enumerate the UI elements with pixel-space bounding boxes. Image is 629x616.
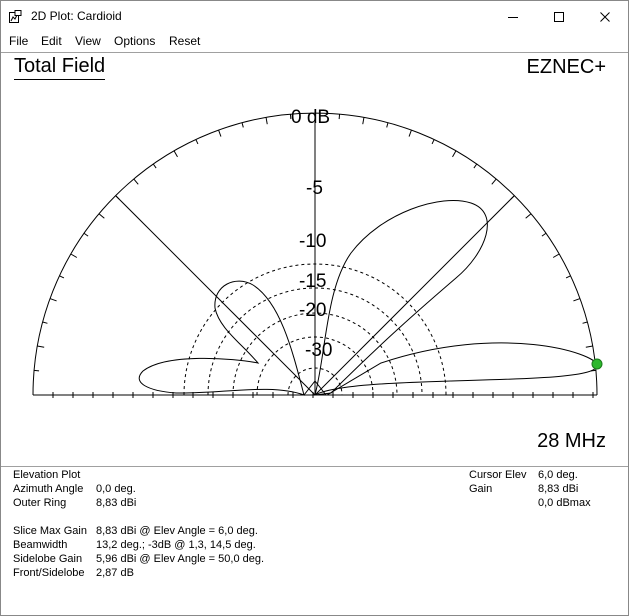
info-panel: [1, 467, 628, 615]
degree-tick: [387, 123, 388, 128]
degree-tick: [363, 117, 364, 124]
maximize-button[interactable]: [536, 1, 582, 32]
pattern-upper-lobe: [315, 200, 487, 395]
degree-tick: [409, 130, 411, 137]
plot-area[interactable]: [1, 52, 628, 467]
degree-tick: [59, 276, 64, 278]
info-value-cursor-elev: 6,0 deg.: [538, 469, 578, 481]
info-label-azimuth: Azimuth Angle: [13, 483, 84, 495]
info-label-sidelobe-gain: Sidelobe Gain: [13, 553, 83, 565]
info-value-outer-ring: 8,83 dBi: [96, 497, 137, 509]
degree-tick: [43, 322, 48, 323]
pattern-left-lobe: [139, 281, 304, 395]
polar-plot: [1, 53, 628, 466]
degree-tick: [153, 164, 156, 168]
ring-labels: [291, 107, 332, 361]
menu-reset[interactable]: Reset: [169, 34, 201, 48]
brand-label: EZNEC+: [526, 56, 606, 78]
info-value-azimuth: 0,0 deg.: [96, 483, 136, 495]
ring-label-minus-20: -20: [299, 300, 327, 321]
spoke-45-right: [315, 196, 514, 395]
degree-tick: [586, 346, 593, 347]
window-title: 2D Plot: Cardioid: [31, 9, 122, 23]
menu-options[interactable]: Options: [114, 34, 156, 48]
info-label-beamwidth: Beamwidth: [13, 539, 68, 551]
degree-tick: [526, 214, 531, 218]
degree-tick: [266, 117, 267, 124]
degree-tick: [134, 179, 138, 184]
degree-tick: [511, 196, 515, 200]
degree-tick: [116, 196, 120, 200]
cursor-marker[interactable]: [592, 359, 602, 369]
menu-view[interactable]: View: [75, 34, 101, 48]
degree-tick: [71, 254, 77, 258]
ring-label-minus-10: -10: [299, 231, 327, 252]
info-label-slice-max-gain: Slice Max Gain: [13, 525, 87, 537]
degree-tick: [474, 164, 477, 168]
info-label-elevation-plot: Elevation Plot: [13, 469, 81, 481]
info-label-cursor-elev: Cursor Elev: [469, 469, 527, 481]
menu-bar: [1, 32, 628, 52]
minimize-button[interactable]: [490, 1, 536, 32]
degree-tick: [453, 151, 457, 157]
close-icon: [599, 11, 611, 23]
degree-tick: [84, 233, 88, 236]
info-label-outer-ring: Outer Ring: [13, 497, 67, 509]
degree-tick: [50, 299, 57, 301]
app-icon: [9, 10, 22, 23]
info-value-front-sidelobe: 2,87 dB: [96, 567, 134, 579]
degree-tick: [583, 322, 588, 323]
degree-tick: [573, 299, 580, 301]
degree-tick: [242, 123, 243, 128]
info-value-sidelobe-gain: 5,96 dBi @ Elev Angle = 50,0 deg.: [96, 553, 265, 565]
pattern-main-lobe: [315, 343, 597, 395]
info-value-dbmax: 0,0 dBmax: [538, 497, 591, 509]
ring-label-minus-5: -5: [306, 178, 323, 199]
degree-tick: [432, 139, 434, 144]
degree-tick: [174, 151, 178, 157]
info-label-gain: Gain: [469, 483, 493, 495]
menu-edit[interactable]: Edit: [41, 34, 62, 48]
frequency-label: 28 MHz: [537, 430, 606, 452]
info-value-beamwidth: 13,2 deg.; -3dB @ 1,3, 14,5 deg.: [96, 539, 256, 551]
close-button[interactable]: [582, 1, 628, 32]
maximize-icon: [553, 11, 565, 23]
degree-tick: [219, 130, 221, 137]
degree-tick: [37, 346, 44, 347]
ring-label-0db: 0 dB: [291, 107, 331, 128]
title-bar[interactable]: [1, 1, 628, 32]
ring-label-minus-15: -15: [299, 271, 327, 292]
spoke-45-left: [116, 196, 315, 395]
menu-file[interactable]: File: [9, 34, 29, 48]
ring-label-minus-30: -30: [305, 340, 333, 361]
minimize-icon: [507, 11, 519, 23]
degree-tick: [99, 214, 104, 218]
degree-tick: [553, 254, 559, 258]
degree-tick: [542, 233, 546, 236]
degree-tick: [492, 179, 496, 184]
info-value-gain: 8,83 dBi: [538, 483, 579, 495]
info-label-front-sidelobe: Front/Sidelobe: [13, 567, 85, 579]
degree-tick: [196, 139, 198, 144]
info-value-slice-max-gain: 8,83 dBi @ Elev Angle = 6,0 deg.: [96, 525, 258, 537]
plot-title: Total Field: [14, 55, 105, 80]
degree-tick: [566, 276, 571, 278]
